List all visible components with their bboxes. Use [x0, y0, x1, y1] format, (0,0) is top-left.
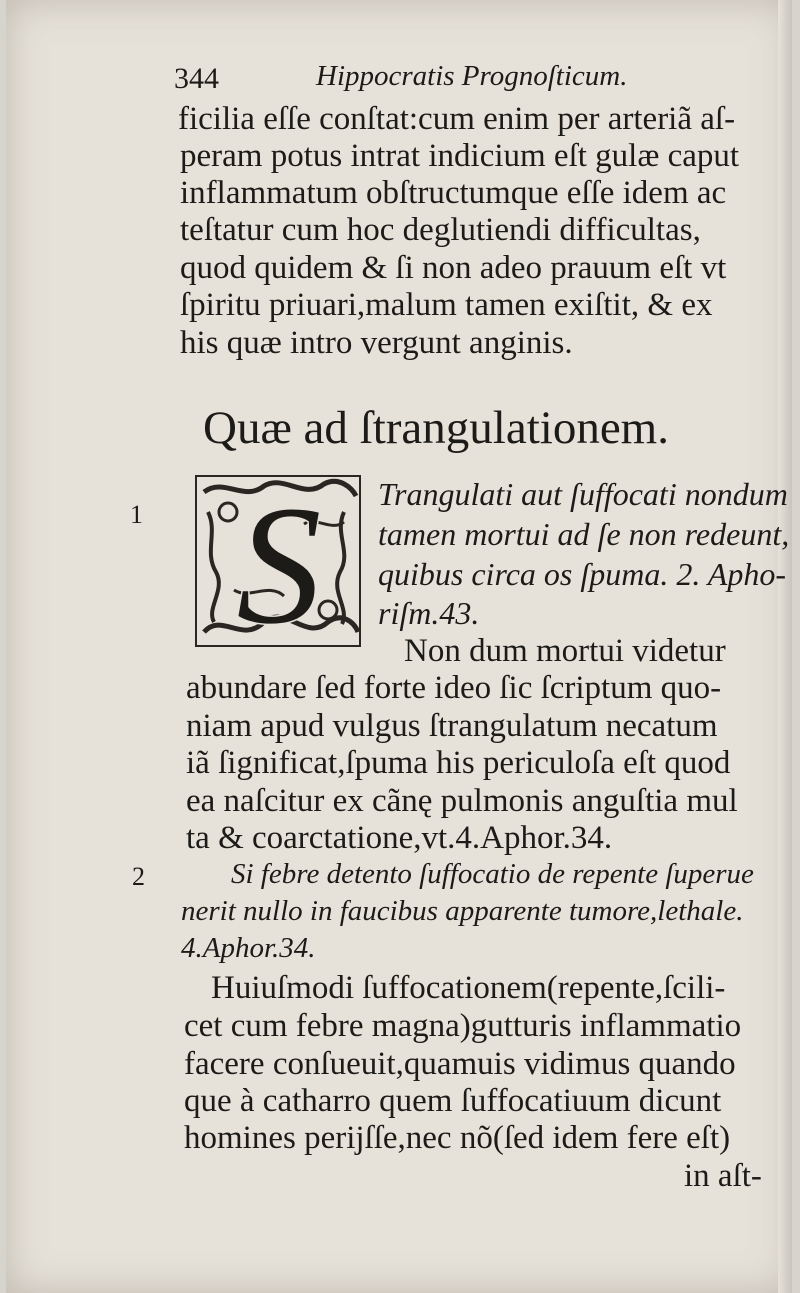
text-line: inflammatum obſtructumque eſſe idem ac	[180, 175, 727, 211]
decorated-initial	[194, 472, 364, 652]
text-line: abundare ſed forte ideo ſic ſcriptum quo-	[186, 670, 722, 706]
margin-number: 1	[130, 500, 143, 529]
italic-line: tamen mortui ad ſe non redeunt,	[378, 516, 790, 552]
book-page	[6, 0, 792, 1293]
text-line: ta & coarctatione,vt.4.Aphor.34.	[186, 820, 613, 856]
italic-line: Si febre detento ſuffocatio de repente ſuperue	[231, 858, 754, 890]
italic-line: riſm.43.	[378, 595, 480, 631]
text-line: ficilia eſſe conſtat:cum enim per arteriã aſ-	[178, 101, 736, 137]
text-line: homines perijſſe,nec nõ(ſed idem fere eſt)	[184, 1120, 731, 1156]
italic-line: quibus circa os ſpuma. 2. Apho-	[378, 556, 786, 592]
ornament-icon	[194, 472, 364, 652]
dropcap-letter: S	[236, 472, 322, 652]
text-line: que à catharro quem ſuffocatiuum dicunt	[184, 1083, 722, 1119]
italic-line: 4.Aphor.34.	[181, 932, 316, 964]
text-line: quod quidem & ſi non adeo prauum eſt vt	[180, 250, 727, 286]
text-line: Huiuſmodi ſuffocationem(repente,ſcili-	[211, 970, 726, 1006]
text-line: ſpiritu priuari,malum tamen exiſtit, & ex	[180, 287, 713, 323]
text-line: peram potus intrat indicium eſt gulæ caput	[180, 138, 740, 174]
text-line: Non dum mortui videtur	[404, 633, 726, 669]
italic-line: Trangulati aut ſuffocati nondum	[378, 476, 788, 512]
text-line: iã ſignificat,ſpuma his periculoſa eſt quod	[186, 745, 731, 781]
running-title: Hippocratis Prognoſticum.	[316, 60, 628, 92]
text-line: ea naſcitur ex cãnę pulmonis anguſtia mul	[186, 783, 738, 819]
page-number: 344	[174, 62, 219, 95]
text-line: facere conſueuit,quamuis vidimus quando	[184, 1046, 736, 1082]
italic-line: nerit nullo in faucibus apparente tumore,lethale.	[181, 895, 744, 927]
catchword: in aſt-	[684, 1158, 762, 1194]
text-line: his quæ intro vergunt anginis.	[180, 325, 573, 361]
text-line: niam apud vulgus ſtrangulatum necatum	[186, 708, 718, 744]
section-heading: Quæ ad ſtrangulationem.	[203, 402, 669, 454]
page-gutter-shadow	[778, 0, 792, 1293]
text-line: cet cum febre magna)gutturis inflammatio	[184, 1008, 742, 1044]
margin-number: 2	[132, 862, 145, 891]
text-line: teſtatur cum hoc deglutiendi difficultas,	[180, 212, 701, 248]
